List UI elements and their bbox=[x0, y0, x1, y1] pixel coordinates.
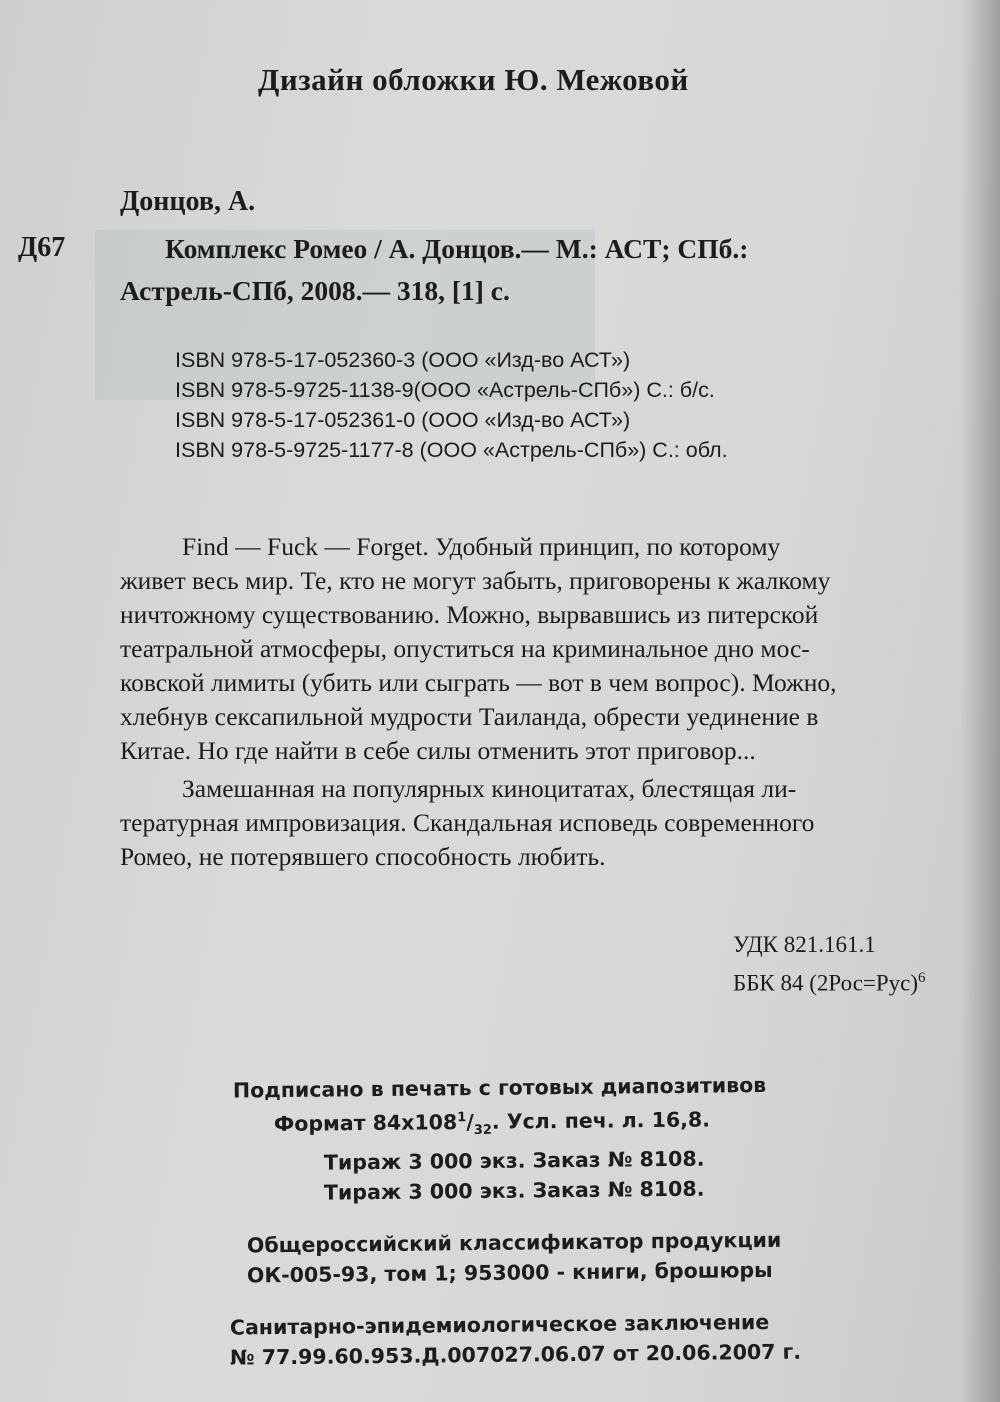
imprint-run: Тираж 3 000 экз. Заказ № 8108. bbox=[323, 1146, 705, 1175]
isbn-line: ISBN 978-5-9725-1138-9(ООО «Астрель-СПб») С.: б/с. bbox=[175, 378, 715, 402]
format-sheets: . Усл. печ. л. 16,8. bbox=[491, 1107, 711, 1134]
annotation-line: Замешанная на популярных киноцитатах, блестящая ли- bbox=[182, 774, 797, 803]
annotation-line: живет весь мир. Те, кто не могут забыть, приговорены к жалкому bbox=[120, 566, 831, 595]
imprint-sanitary: Санитарно-эпидемиологическое заключение bbox=[229, 1309, 770, 1340]
annotation-line: ничтожному существованию. Можно, вырвавшись из питерской bbox=[120, 600, 819, 629]
annotation-line: театральной атмосферы, опуститься на криминальное дно мос- bbox=[120, 634, 810, 663]
imprint-block bbox=[0, 1072, 1000, 1375]
bbk-main: ББК 84 (2Рос=Рус) bbox=[733, 970, 919, 996]
annotation-line: Китае. Но где найти в себе силы отменить этот приговор... bbox=[120, 736, 756, 765]
biblio-line-1: Комплекс Ромео / А. Донцов.— М.: АСТ; СПб.: bbox=[165, 233, 749, 264]
catalog-code: Д67 bbox=[18, 232, 66, 263]
imprint-sanitary-number: № 77.99.60.953.Д.007027.06.07 от 20.06.2007 г. bbox=[229, 1339, 802, 1370]
annotation-line: Ромео, не потерявшего способность любить. bbox=[120, 842, 606, 871]
udk-code: УДК 821.161.1 bbox=[733, 932, 876, 957]
imprint-classifier: Общероссийский классификатор продукции bbox=[246, 1227, 782, 1258]
imprint-classifier-code: ОК-005-93, том 1; 953000 - книги, брошюры bbox=[246, 1257, 773, 1288]
bbk-superscript: 6 bbox=[918, 970, 926, 986]
annotation-line: тературная импровизация. Скандальная исповедь современного bbox=[120, 808, 815, 837]
format-denominator: 32 bbox=[473, 1122, 493, 1138]
imprint-format: Формат $84x108^1/_{32}$. Усл. печ. л. 16,8. bbox=[273, 1107, 711, 1138]
bibliographic-description bbox=[120, 228, 748, 312]
isbn-line: ISBN 978-5-17-052361-0 (ООО «Изд-во АСТ») bbox=[175, 408, 631, 432]
cover-design-credit: Дизайн обложки Ю. Межовой bbox=[258, 62, 689, 97]
isbn-line: ISBN 978-5-9725-1177-8 (ООО «Астрель-СПб») С.: обл. bbox=[175, 438, 728, 462]
format-text: Формат 84x108 bbox=[273, 1110, 458, 1136]
annotation-line: хлебнув сексапильной мудрости Таиланда, обрести уединение в bbox=[120, 702, 819, 731]
annotation bbox=[120, 530, 950, 874]
annotation-line: Find — Fuck — Forget. Удобный принцип, по которому bbox=[182, 532, 781, 561]
author-heading: Донцов, А. bbox=[120, 186, 256, 217]
annotation-line: ковской лимиты (убить или сыграть — вот в чем вопрос). Можно, bbox=[120, 668, 837, 697]
format-numerator: 1 bbox=[457, 1110, 467, 1126]
imprint-run: Тираж 3 000 экз. Заказ № 8108. bbox=[323, 1176, 705, 1205]
isbn-list bbox=[175, 345, 728, 465]
imprint-signed: Подписано в печать с готовых диапозитивов bbox=[232, 1072, 767, 1103]
biblio-line-2: Астрель-СПб, 2008.— 318, [1] с. bbox=[120, 275, 510, 306]
bbk-code bbox=[733, 970, 926, 997]
isbn-line: ISBN 978-5-17-052360-3 (ООО «Изд-во АСТ») bbox=[175, 348, 631, 372]
